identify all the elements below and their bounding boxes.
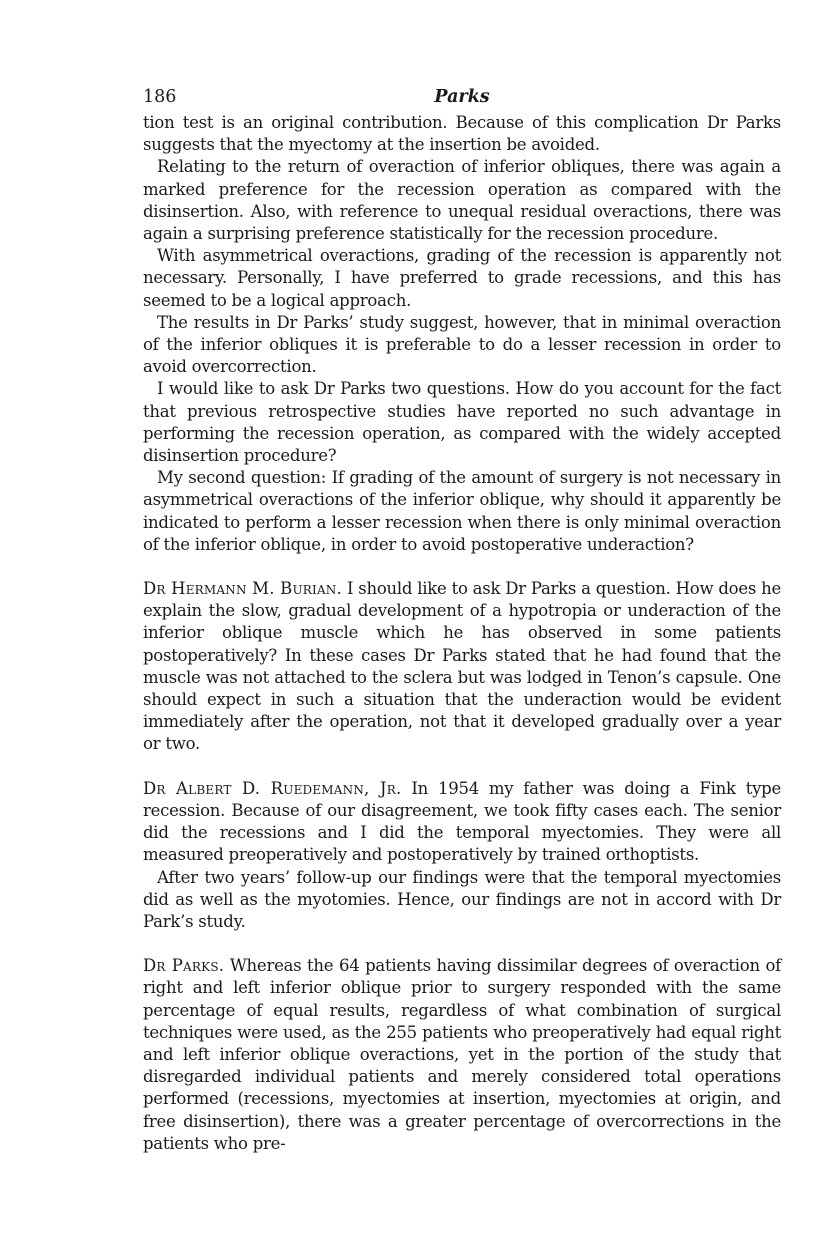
comment-text: In 1954 my father was doing a Fink type recession. Because of our disagreement, we took fifty cases each. The senior did the recessions and I did the temporal myectomies. They were all measured preoperatively and postoperatively by trained orthoptists. bbox=[143, 778, 781, 865]
paragraph: My second question: If grading of the amount of surgery is not necessary in asymmetrical overactions of the inferior oblique, why should it apparently be indicated to perform a lesser recession when there is only minimal overaction of the inferior oblique, in order to avoid postoperative underaction? bbox=[143, 468, 781, 554]
journal-page bbox=[143, 84, 781, 1155]
paragraph bbox=[143, 778, 781, 867]
speaker-name: Dr Parks. bbox=[143, 956, 225, 976]
speaker-name: Dr Hermann M. Burian. bbox=[143, 579, 342, 599]
discussion-continued bbox=[143, 112, 781, 556]
page-number: 186 bbox=[143, 87, 177, 107]
running-head bbox=[143, 84, 781, 110]
comment-text: I should like to ask Dr Parks a question. How does he explain the slow, gradual development of a hypotropia or underaction of the inferior oblique muscle which he has observed in some patients postoperatively? In these cases Dr Parks stated that he had found that the muscle was not attached to the sclera but was lodged in Tenon’s capsule. One should expect in such a situation that the underaction would be evident immediately after the operation, not that it developed gradually over a year or two. bbox=[143, 579, 781, 754]
paragraph: tion test is an original contribution. Because of this complication Dr Parks suggests that the myectomy at the insertion be avoided. bbox=[143, 113, 781, 155]
paragraph bbox=[143, 578, 781, 756]
paragraph: With asymmetrical overactions, grading of the recession is apparently not necessary. Personally, I have preferred to grade recessions, and this has seemed to be a logical approach. bbox=[143, 246, 781, 310]
discussion-burian bbox=[143, 578, 781, 756]
discussion-ruedemann bbox=[143, 778, 781, 933]
paragraph bbox=[143, 955, 781, 1155]
comment-text: Whereas the 64 patients having dissimilar degrees of overaction of right and left inferior oblique prior to surgery responded with the same percentage of equal results, regardless of what combination of surgical techniques were used, as the 255 patients who preoperatively had equal right and left inferior oblique overactions, yet in the portion of the study that disregarded individual patients and merely considered total operations performed (recessions, myectomies at insertion, myectomies at origin, and free disinsertion), there was a greater percentage of overcorrections in the patients who pre- bbox=[143, 956, 782, 1153]
running-title: Parks bbox=[434, 87, 490, 107]
discussion-parks-reply bbox=[143, 955, 781, 1155]
paragraph: I would like to ask Dr Parks two questions. How do you account for the fact that previous retrospective studies have reported no such advantage in performing the recession operation, as compared with the widely accepted disinsertion procedure? bbox=[143, 379, 781, 466]
paragraph: After two years’ follow-up our findings were that the temporal myectomies did as well as the myotomies. Hence, our findings are not in accord with Dr Park’s study. bbox=[143, 867, 781, 931]
speaker-name: Dr Albert D. Ruedemann, Jr. bbox=[143, 778, 402, 798]
paragraph: Relating to the return of overaction of inferior obliques, there was again a marked preference for the recession operation as compared with the disinsertion. Also, with reference to unequal residual overactions, there was again a surprising preference statistically for the recession procedure. bbox=[143, 157, 781, 244]
paragraph: The results in Dr Parks’ study suggest, however, that in minimal overaction of the inferior obliques it is preferable to do a lesser recession in order to avoid overcorrection. bbox=[143, 312, 781, 377]
